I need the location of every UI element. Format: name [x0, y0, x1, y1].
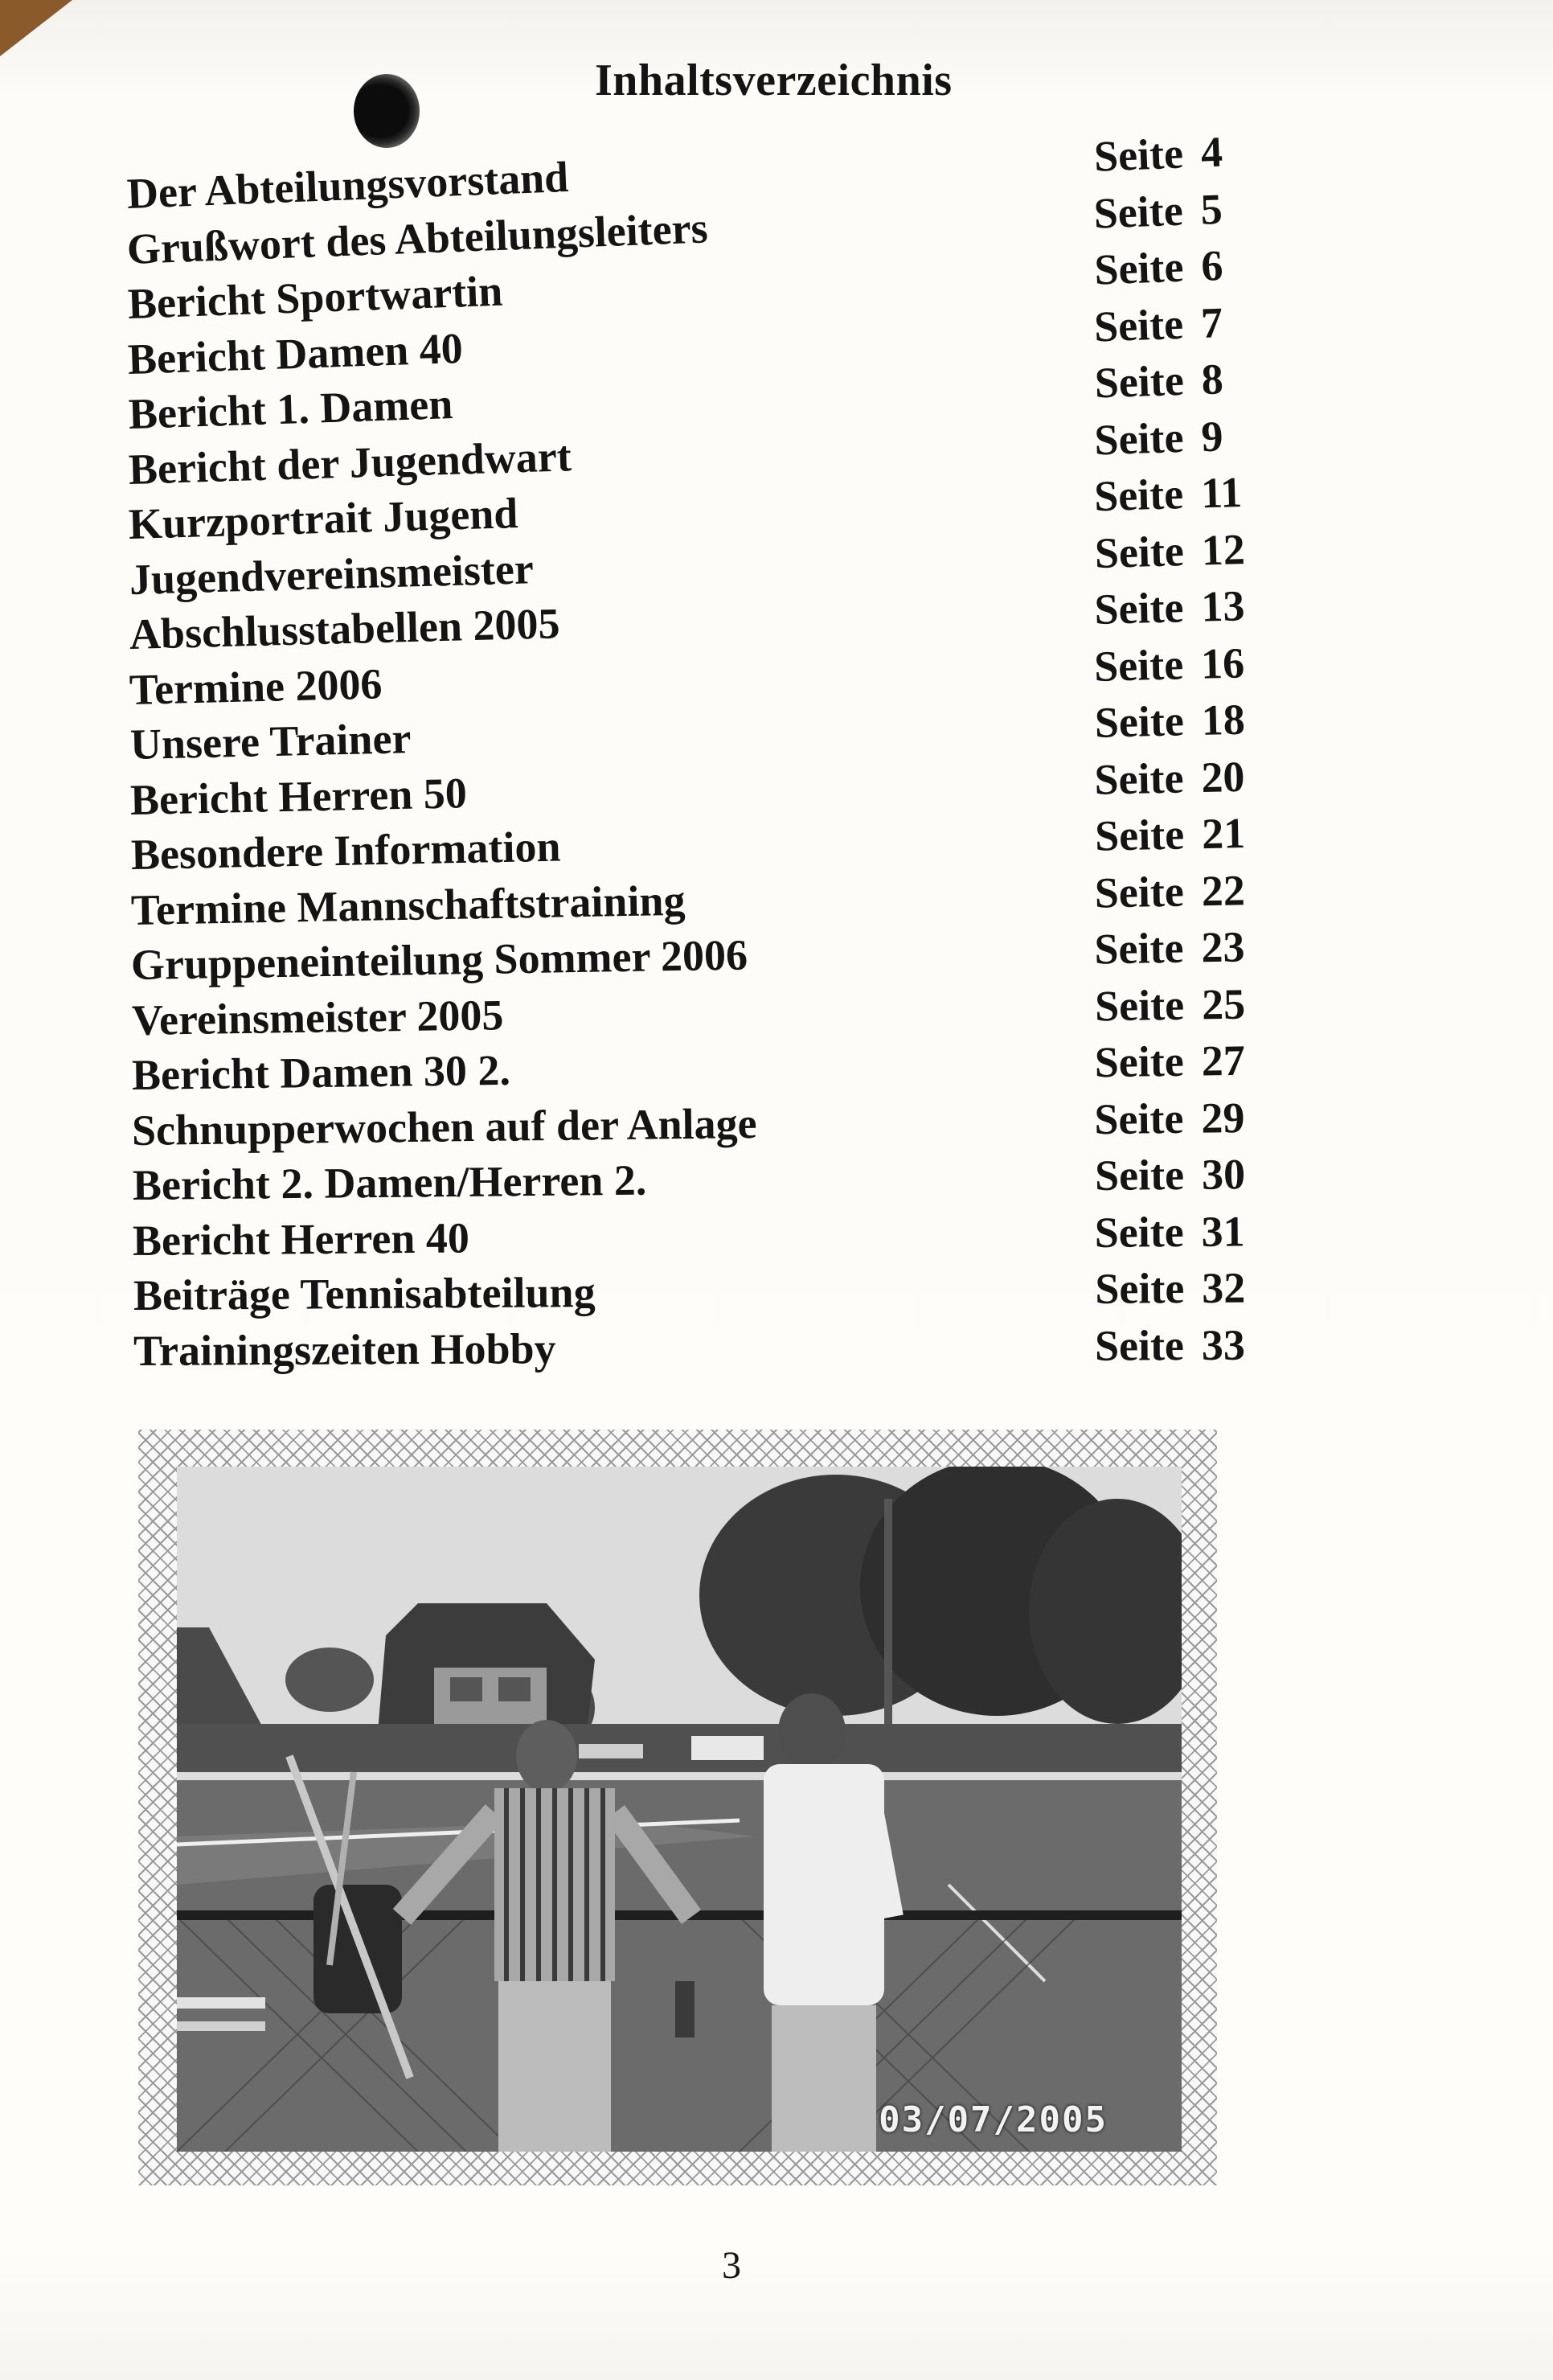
- toc-entry-page-ref: [1094, 808, 1245, 861]
- toc-entry-page-number: 13: [1200, 581, 1246, 631]
- toc-entry-page-ref: [1094, 695, 1245, 748]
- toc-entry-title: Bericht 1. Damen: [127, 380, 453, 438]
- toc-entry: [132, 1035, 1282, 1102]
- toc-entry-page-ref: [1095, 1206, 1245, 1258]
- toc-entry-seite-label: Seite: [1094, 1094, 1185, 1143]
- toc-entry-page-number: 20: [1200, 752, 1246, 802]
- toc-entry-title: Beiträge Tennisabteilung: [133, 1268, 596, 1319]
- toc-entry-seite-label: Seite: [1093, 299, 1185, 351]
- toc-entry-title: Gruppeneinteilung Sommer 2006: [130, 930, 748, 989]
- toc-entry: [133, 1319, 1283, 1377]
- toc-entry-page-ref: [1093, 298, 1223, 351]
- toc-entry-seite-label: Seite: [1093, 242, 1185, 294]
- toc-entry-page-number: 7: [1200, 298, 1224, 347]
- toc-entry: [133, 1205, 1282, 1266]
- toc-entry-seite-label: Seite: [1094, 753, 1185, 804]
- toc-entry-page-ref: [1094, 751, 1245, 804]
- toc-entry-seite-label: Seite: [1093, 583, 1185, 634]
- toc-entry-title: Der Abteilungsvorstand: [125, 152, 570, 218]
- toc-entry-page-number: 5: [1199, 184, 1224, 234]
- toc-entry-page-number: 9: [1200, 411, 1224, 461]
- toc-entry-title: Jugendvereinsmeister: [128, 544, 535, 604]
- toc-entry-title: Bericht 2. Damen/Herren 2.: [132, 1155, 647, 1209]
- toc-entry-seite-label: Seite: [1093, 526, 1185, 577]
- toc-entry-title: Grußwort des Abteilungsleiters: [126, 203, 709, 273]
- toc-entry-page-ref: [1094, 581, 1245, 634]
- toc-entry-seite-label: Seite: [1092, 129, 1185, 181]
- toc-entry-page-number: 32: [1201, 1263, 1246, 1312]
- toc-entry-page-number: 29: [1201, 1093, 1246, 1143]
- toc-entry-title: Kurzportrait Jugend: [128, 489, 519, 548]
- toc-entry-page-number: 30: [1201, 1150, 1246, 1199]
- toc-entry-title: Bericht Herren 50: [129, 768, 468, 824]
- toc-entry-title: Bericht Damen 40: [127, 323, 464, 384]
- toc-entry-title: Abschlusstabellen 2005: [129, 599, 561, 659]
- toc-entry-page-ref: [1093, 411, 1223, 465]
- toc-entry-seite-label: Seite: [1094, 923, 1185, 974]
- toc-entry-seite-label: Seite: [1094, 1264, 1185, 1313]
- toc-entry-seite-label: Seite: [1094, 980, 1185, 1030]
- toc-entry-page-ref: [1095, 1319, 1245, 1370]
- toc-entry-title: Trainingszeiten Hobby: [133, 1323, 556, 1375]
- toc-entry-page-ref: [1094, 524, 1246, 578]
- page-title: Inhaltsverzeichnis: [595, 55, 953, 105]
- toc-entry-page-ref: [1095, 1093, 1246, 1144]
- toc-entry-page-number: 6: [1200, 240, 1224, 290]
- toc-entry: [132, 1092, 1282, 1157]
- toc-entry-title: Vereinsmeister 2005: [131, 990, 504, 1044]
- toc-entry-page-ref: [1095, 1149, 1246, 1200]
- toc-entry-seite-label: Seite: [1093, 696, 1185, 747]
- toc-entry-title: Besondere Information: [129, 822, 561, 879]
- toc-entry-page-number: 4: [1199, 127, 1224, 177]
- photo-frame: [138, 1430, 1217, 2185]
- toc-entry-title: Bericht der Jugendwart: [127, 431, 572, 494]
- toc-entry: [133, 1149, 1283, 1212]
- toc-entry-title: Bericht Herren 40: [132, 1213, 470, 1265]
- toc-entry-page-ref: [1094, 979, 1245, 1031]
- toc-entry-page-number: 23: [1201, 922, 1246, 972]
- toc-entry-seite-label: Seite: [1093, 186, 1185, 238]
- toc-entry-title: Bericht Damen 30 2.: [131, 1045, 511, 1099]
- toc-entry-page-number: 16: [1200, 638, 1246, 688]
- toc-entry-page-number: 25: [1201, 979, 1246, 1028]
- toc-entry-page-number: 11: [1200, 467, 1244, 518]
- toc-entry-seite-label: Seite: [1094, 1320, 1185, 1370]
- page-number: 3: [722, 2244, 741, 2287]
- toc-entry-title: Termine 2006: [129, 659, 383, 714]
- toc-entry-seite-label: Seite: [1093, 412, 1185, 464]
- toc-entry-seite-label: Seite: [1093, 639, 1185, 691]
- photo-date-stamp: 03/07/2005: [879, 2099, 1108, 2140]
- toc-entry: [133, 1262, 1282, 1322]
- toc-entry-page-number: 31: [1201, 1206, 1246, 1256]
- toc-entry-seite-label: Seite: [1094, 1207, 1185, 1257]
- toc-entry-page-number: 12: [1200, 524, 1246, 575]
- toc-entry-title: Termine Mannschaftstraining: [130, 876, 686, 934]
- tennis-club-photo: [177, 1467, 1182, 2152]
- toc-entry-page-number: 8: [1200, 355, 1224, 404]
- toc-entry-page-ref: [1093, 183, 1223, 238]
- toc-entry-page-ref: [1093, 127, 1223, 182]
- toc-entry-title: Schnupperwochen auf der Anlage: [132, 1098, 758, 1155]
- toc-entry-title: Bericht Sportwartin: [126, 266, 503, 328]
- toc-entry-page-ref: [1094, 865, 1245, 917]
- toc-entry-page-number: 22: [1201, 865, 1246, 915]
- toc-entry-seite-label: Seite: [1093, 355, 1185, 408]
- toc-entry-seite-label: Seite: [1094, 1036, 1185, 1087]
- toc-entry-page-number: 27: [1201, 1036, 1246, 1085]
- toc-entry-page-number: 18: [1200, 695, 1246, 745]
- toc-entry-page-ref: [1094, 1036, 1245, 1087]
- toc-entry-seite-label: Seite: [1094, 1150, 1185, 1200]
- toc-entry-page-ref: [1093, 354, 1223, 408]
- toc-entry-title: Unsere Trainer: [129, 714, 412, 769]
- toc-entry-page-ref: [1095, 1263, 1245, 1314]
- toc-entry-seite-label: Seite: [1093, 470, 1185, 521]
- toc-entry-page-number: 21: [1201, 809, 1246, 859]
- toc-entry-page-ref: [1094, 638, 1245, 691]
- toc-entry-page-ref: [1094, 467, 1244, 521]
- toc-entry-page-ref: [1093, 240, 1223, 295]
- toc-entry-seite-label: Seite: [1094, 810, 1185, 860]
- toc-entry-page-number: 33: [1201, 1320, 1246, 1369]
- toc-entry-seite-label: Seite: [1094, 867, 1185, 917]
- toc-entry-page-ref: [1094, 921, 1245, 974]
